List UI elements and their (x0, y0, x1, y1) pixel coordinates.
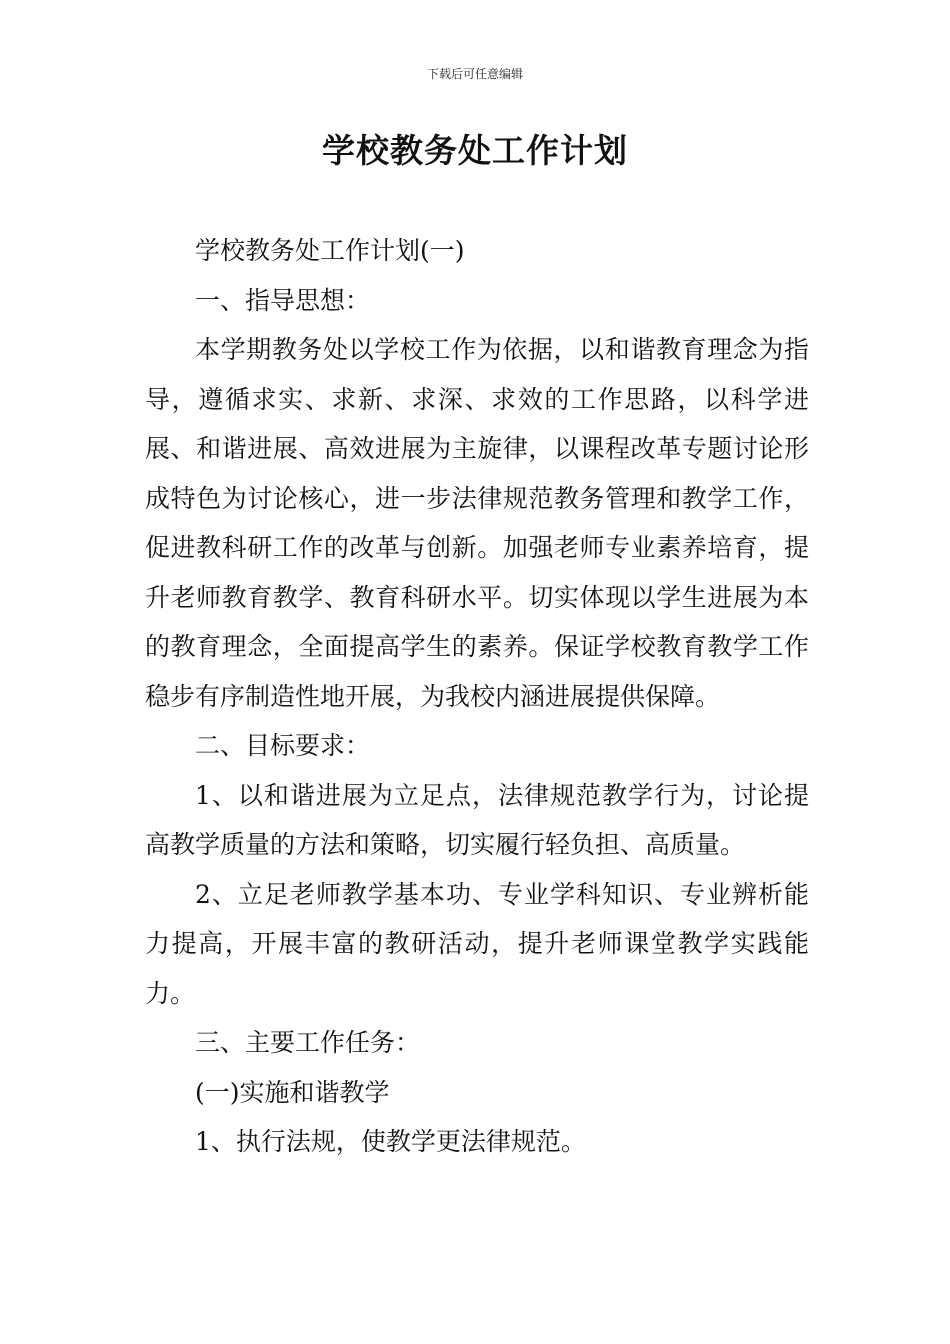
body-paragraph: 本学期教务处以学校工作为依据，以和谐教育理念为指导，遵循求实、求新、求深、求效的工作思路，以科学进展、和谐进展、高效进展为主旋律，以课程改革专题讨论形成特色为讨论核心，进一步法律规范教务管理和教学工作，促进教科研工作的改革与创新。加强老师专业素养培育，提升老师教育教学、教育科研水平。切实体现以学生进展为本的教育理念，全面提高学生的素养。保证学校教育教学工作稳步有序制造性地开展，为我校内涵进展提供保障。 (145, 335, 809, 711)
header-note: 下载后可任意编辑 (426, 67, 523, 81)
body-paragraph: 2、立足老师教学基本功、专业学科知识、专业辨析能力提高，开展丰富的教研活动，提升老师课堂教学实践能力。 (145, 879, 809, 1008)
subtitle-paragraph: 学校教务处工作计划(一) (195, 236, 465, 265)
section-heading-main-tasks: 三、主要工作任务： (195, 1028, 421, 1057)
body-paragraph: 1、执行法规，使教学更法律规范。 (195, 1127, 586, 1156)
section-heading-guiding-thought: 一、指导思想： (195, 285, 371, 315)
document-body (145, 226, 809, 1167)
subsection-heading: (一)实施和谐教学 (195, 1077, 390, 1107)
document-title: 学校教务处工作计划 (322, 131, 628, 170)
section-heading-goals: 二、目标要求： (195, 731, 371, 760)
body-paragraph: 1、以和谐进展为立足点，法律规范教学行为，讨论提高教学质量的方法和策略，切实履行轻负担、高质量。 (145, 780, 809, 859)
